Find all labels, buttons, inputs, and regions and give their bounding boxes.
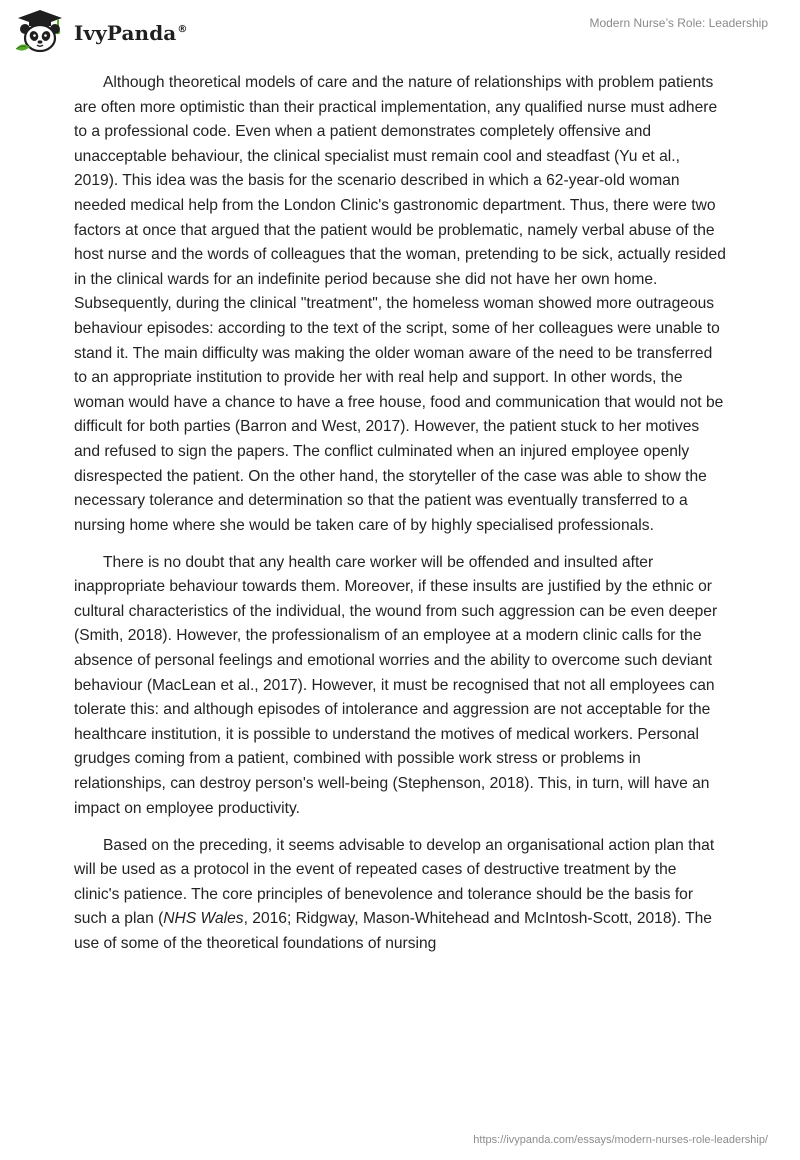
paragraph-text: Based on the preceding, it seems advisable to develop an organisational action plan that will be used as a protocol in the event of repeated cases of destructive treatment by the clinic's patience. The core principles of benevolence and tolerance should be the basis for such a plan (	[74, 836, 715, 928]
italic-citation: NHS Wales	[163, 910, 244, 928]
document-title: Modern Nurse’s Role: Leadership	[589, 16, 768, 30]
paragraph-text: There is no doubt that any health care worker will be offended and insulted after inappropriate behaviour towards them. Moreover, if these insults are justified by the ethnic or cultural characteristics of the individual, the wound from such aggression can be even deeper (Smith, 2018). However, the professionalism of an employee at a modern clinic calls for the absence of personal feelings and emotional worries and the ability to overcome such deviant behaviour (MacLean et al., 2017). However, it must be recognised that not all employees can tolerate this: and although episodes of intolerance and aggression are not acceptable for the healthcare institution, it is possible to understand the motives of medical workers. Personal grudges coming from a patient, combined with possible work stress or problems in relationships, can destroy person's well-being (Stephenson, 2018). This, in turn, will have an impact on employee productivity.	[74, 553, 718, 817]
essay-body	[74, 71, 726, 969]
paragraph	[74, 551, 726, 822]
panda-graduate-icon	[14, 9, 66, 55]
brand-name: IvyPanda®	[74, 21, 188, 45]
registered-mark: ®	[177, 24, 188, 36]
paragraph-text: Although theoretical models of care and the nature of relationships with problem patients are often more optimistic than their practical implementation, any qualified nurse must adhere to a professional code. Even when a patient demonstrates completely offensive and unacceptable behaviour, the clinical specialist must remain cool and steadfast (Yu et al., 2019). This idea was the basis for the scenario described in which a 62-year-old woman needed medical help from the London Clinic's gastronomic department. Thus, there were two factors at once that argued that the patient would be problematic, namely verbal abuse of the host nurse and the words of colleagues that the woman, pretending to be sick, actually resided in the clinical wards for an indefinite period because she did not have her own home. Subsequently, during the clinical "treatment", the homeless woman showed more outrageous behaviour episodes: according to the text of the script, some of her colleagues were unable to stand it. The main difficulty was making the older woman aware of the need to be transferred to an appropriate institution to provide her with real help and support. In other words, the woman would have a chance to have a free house, food and communication that would not be difficult for both parties (Barron and West, 2017). However, the patient stuck to her motives and refused to sign the papers. The conflict culminated when an injured employee openly disrespected the patient. On the other hand, the storyteller of the case was able to show the necessary tolerance and determination so that the patient was eventually transferred to a nursing home where she would be taken care of by highly specialised professionals.	[74, 74, 726, 534]
paragraph-text: , 2016; Ridgway, Mason-Whitehead and McIntosh-Scott, 2018). The use of some of the theoretical foundations of nursing	[74, 910, 712, 952]
paragraph	[74, 834, 726, 957]
source-url[interactable]: https://ivypanda.com/essays/modern-nurses-role-leadership/	[473, 1134, 768, 1146]
paragraph	[74, 71, 726, 538]
ivypanda-logo[interactable]	[14, 9, 187, 55]
page-header	[0, 0, 800, 60]
